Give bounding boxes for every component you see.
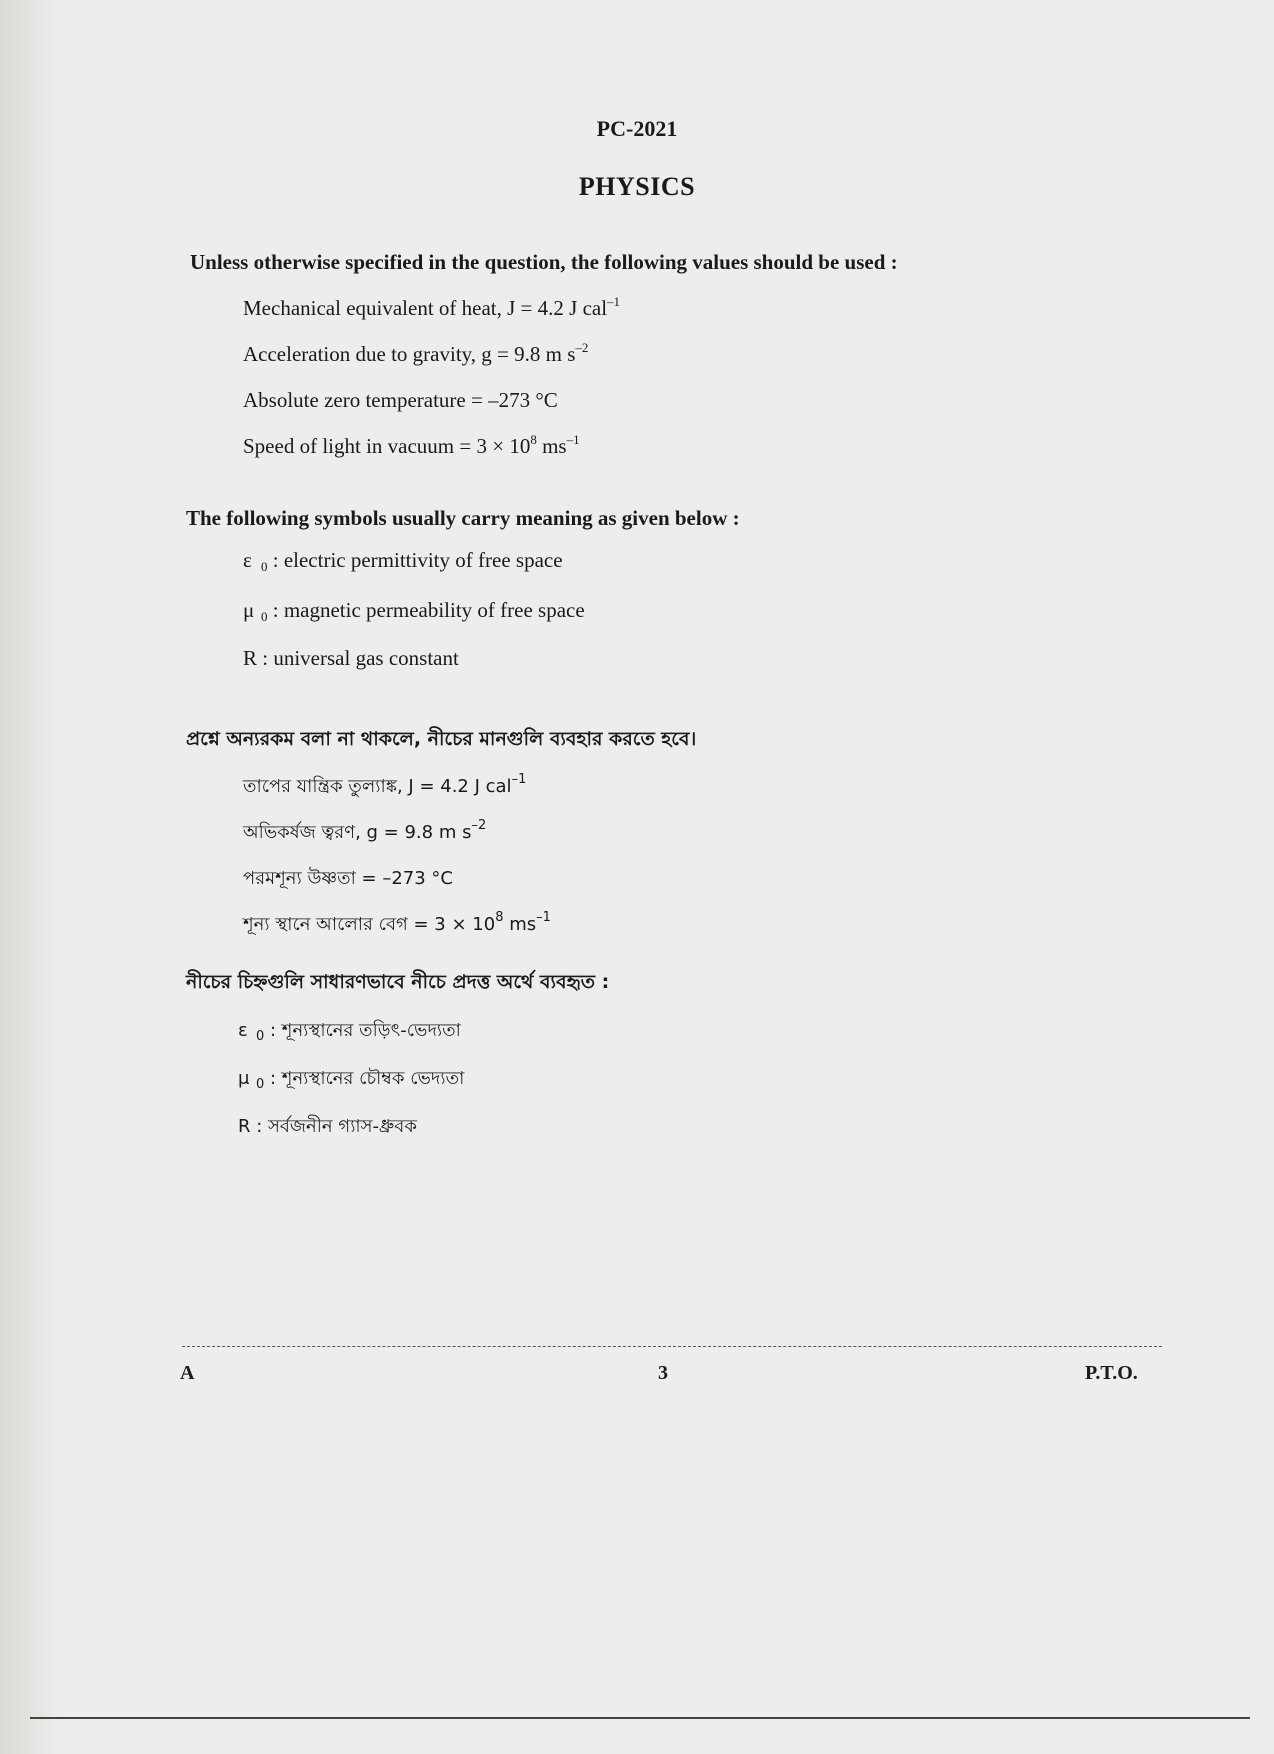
subject-title: PHYSICS (578, 172, 696, 201)
english-value-4: Speed of light in vacuum = $3 \times 10^8$ $ms^{-1}$ (243, 432, 580, 458)
mu-symbol: μ (238, 1068, 250, 1089)
english-value-2: Acceleration due to gravity, g = 9.8 m $s^{-2}$ (243, 340, 589, 366)
page-bottom-edge (30, 1717, 1250, 1719)
english-value-3: Absolute zero temperature = –273 °C (243, 388, 558, 412)
footer-divider (182, 1346, 1162, 1347)
bengali-symbol-r: R : সর্বজনীন গ্যাস-ধ্রুবক (238, 1116, 417, 1137)
bengali-intro: প্রশ্নে অন্যরকম বলা না থাকলে, নীচের মানগুলি ব্যবহার করতে হবে। (186, 728, 697, 750)
bengali-symbol-epsilon: ε $_0$ : শূন্যস্থানের তড়িৎ-ভেদ্যতা (238, 1020, 461, 1044)
bengali-value-3: পরমশূন্য উষ্ণতা = –273 °C (243, 868, 454, 889)
page-number: 3 (658, 1362, 668, 1384)
bengali-symbols-intro: নীচের চিহ্নগুলি সাধারণভাবে নীচে প্রদত্ত অর্থে ব্যবহৃত : (186, 971, 610, 993)
bengali-value-2: অভিকর্ষজ ত্বরণ, g = 9.8 m $s^{-2}$ (243, 818, 487, 843)
english-intro: Unless otherwise specified in the question, the following values should be used : (190, 250, 898, 274)
paper-code: PC-2021 (596, 116, 678, 141)
english-symbol-r: R : universal gas constant (243, 646, 459, 670)
mu-symbol: μ (243, 598, 255, 622)
footer-pto: P.T.O. (1085, 1362, 1138, 1384)
bengali-symbol-mu: μ $_0$ : শূন্যস্থানের চৌম্বক ভেদ্যতা (238, 1068, 465, 1092)
english-symbol-mu: μ $_0$ : magnetic permeability of free space (243, 598, 585, 624)
english-symbol-epsilon: ε $_0$ : electric permittivity of free space (243, 548, 563, 574)
english-value-1: Mechanical equivalent of heat, J = 4.2 J cal$^{-1}$ (243, 294, 621, 320)
scan-edge (0, 0, 60, 1754)
bengali-value-1: তাপের যান্ত্রিক তুল্যাঙ্ক, J = 4.2 J cal$^{-1}$ (243, 772, 527, 797)
epsilon-symbol: ε (243, 548, 252, 572)
bengali-value-4: শূন্য স্থানে আলোর বেগ = $3 \times 10^8$ $ms^{-1}$ (243, 910, 551, 935)
footer-version: A (180, 1362, 195, 1384)
epsilon-symbol: ε (238, 1020, 248, 1041)
english-symbols-intro: The following symbols usually carry meaning as given below : (186, 506, 740, 530)
